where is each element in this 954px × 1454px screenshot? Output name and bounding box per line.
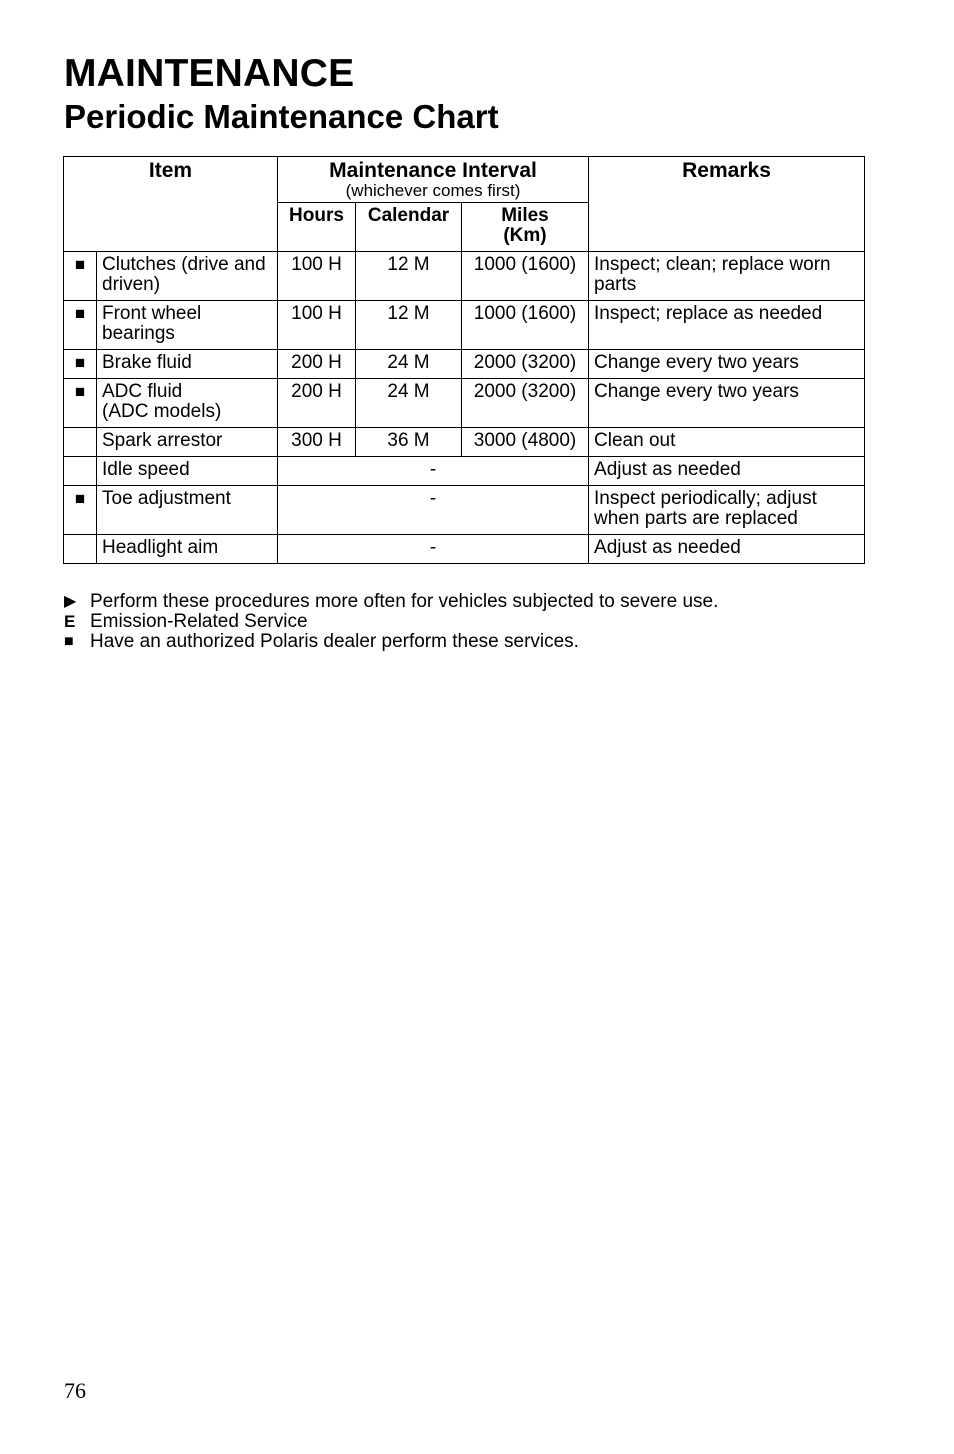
arrow-right-icon: ▶ <box>64 593 77 610</box>
row-hours: 100 H <box>278 252 356 301</box>
header-hours: Hours <box>278 203 356 252</box>
table-row <box>64 535 865 564</box>
table-row <box>64 486 865 535</box>
row-hours: 200 H <box>278 350 356 379</box>
row-remarks: Adjust as needed <box>589 535 865 564</box>
legend-item <box>64 612 718 632</box>
dealer-service-mark: ■ <box>64 301 97 350</box>
row-remarks: Change every two years <box>589 350 865 379</box>
row-remarks: Inspect; clean; replace worn parts <box>589 252 865 301</box>
row-item: Front wheel bearings <box>97 301 278 350</box>
row-miles: 2000 (3200) <box>462 379 589 428</box>
emission-symbol: E <box>64 612 76 631</box>
table-row <box>64 428 865 457</box>
row-remarks: Clean out <box>589 428 865 457</box>
row-hours: 300 H <box>278 428 356 457</box>
row-remarks: Adjust as needed <box>589 457 865 486</box>
row-miles: 3000 (4800) <box>462 428 589 457</box>
row-item: Brake fluid <box>97 350 278 379</box>
row-calendar: 24 M <box>356 379 462 428</box>
row-remarks: Inspect; replace as needed <box>589 301 865 350</box>
legend-item <box>64 592 718 612</box>
legend-item <box>64 632 718 652</box>
row-item: Idle speed <box>97 457 278 486</box>
dealer-service-mark: ■ <box>64 252 97 301</box>
table-row <box>64 301 865 350</box>
dealer-service-mark: ■ <box>64 350 97 379</box>
dealer-service-mark: ■ <box>64 486 97 535</box>
row-interval: - <box>278 535 589 564</box>
row-miles: 1000 (1600) <box>462 252 589 301</box>
row-item: Headlight aim <box>97 535 278 564</box>
square-icon: ■ <box>64 633 74 650</box>
table-row <box>64 252 865 301</box>
legend-text: Have an authorized Polaris dealer perform these services. <box>90 631 579 652</box>
row-miles: 2000 (3200) <box>462 350 589 379</box>
row-hours: 200 H <box>278 379 356 428</box>
chart-title: Periodic Maintenance Chart <box>64 98 499 135</box>
row-calendar: 36 M <box>356 428 462 457</box>
table-row <box>64 457 865 486</box>
header-miles: Miles (Km) <box>462 203 589 252</box>
header-remarks: Remarks <box>589 157 865 252</box>
section-title: MAINTENANCE <box>64 52 355 95</box>
row-calendar: 12 M <box>356 301 462 350</box>
row-calendar: 12 M <box>356 252 462 301</box>
legend-text: Perform these procedures more often for vehicles subjected to severe use. <box>90 591 719 612</box>
row-item: Toe adjustment <box>97 486 278 535</box>
dealer-service-mark <box>64 457 97 486</box>
row-remarks: Change every two years <box>589 379 865 428</box>
header-item: Item <box>64 157 278 252</box>
row-item: Clutches (drive and driven) <box>97 252 278 301</box>
maintenance-table <box>63 156 865 564</box>
header-interval-note: (whichever comes first) <box>345 181 521 200</box>
legend <box>64 592 718 652</box>
dealer-service-mark <box>64 535 97 564</box>
row-hours: 100 H <box>278 301 356 350</box>
page-number: 76 <box>64 1378 86 1403</box>
table-row <box>64 350 865 379</box>
row-item: Spark arrestor <box>97 428 278 457</box>
row-remarks: Inspect periodically; adjust when parts are replaced <box>589 486 865 535</box>
dealer-service-mark <box>64 428 97 457</box>
table-row <box>64 379 865 428</box>
dealer-service-mark: ■ <box>64 379 97 428</box>
header-interval: Maintenance Interval (whichever comes first) <box>278 157 589 203</box>
row-interval: - <box>278 486 589 535</box>
row-miles: 1000 (1600) <box>462 301 589 350</box>
row-calendar: 24 M <box>356 350 462 379</box>
row-item: ADC fluid (ADC models) <box>97 379 278 428</box>
legend-text: Emission-Related Service <box>90 611 308 632</box>
row-interval: - <box>278 457 589 486</box>
header-calendar: Calendar <box>356 203 462 252</box>
